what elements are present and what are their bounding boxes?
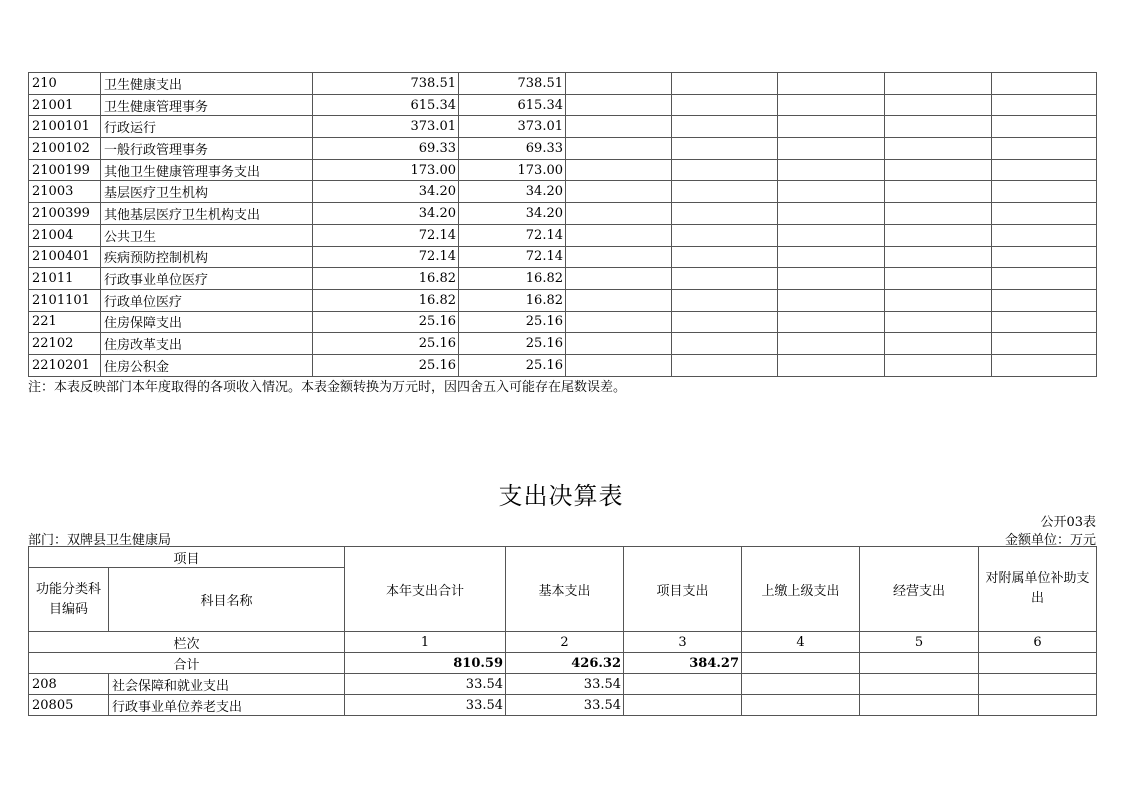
cell-empty [992,181,1097,203]
table-row [29,94,1097,116]
cell-empty [778,333,885,355]
cell-empty [672,203,778,225]
column-label: 栏次 [29,632,345,653]
table-row [29,289,1097,311]
cell-value: 69.33 [459,138,566,160]
cell-empty [672,333,778,355]
cell-empty [624,695,742,716]
cell-empty [672,181,778,203]
form-code: 公开03表 [1040,515,1096,530]
total-business [860,653,979,674]
cell-empty [566,268,672,290]
cell-empty [992,268,1097,290]
cell-empty [992,116,1097,138]
cell-empty [672,159,778,181]
cell-empty [992,224,1097,246]
cell-name: 住房保障支出 [101,311,313,333]
column-number: 3 [624,632,742,653]
cell-name: 公共卫生 [101,224,313,246]
cell-value: 25.16 [313,311,459,333]
cell-empty [992,159,1097,181]
cell-value: 738.51 [459,73,566,95]
cell-empty [742,695,860,716]
cell-empty [778,94,885,116]
cell-empty [672,268,778,290]
cell-empty [778,73,885,95]
cell-empty [778,181,885,203]
header-name: 科目名称 [109,568,345,632]
cell-empty [566,203,672,225]
cell-value: 25.16 [459,333,566,355]
cell-empty [624,674,742,695]
cell-value: 72.14 [313,246,459,268]
cell-empty [885,268,992,290]
cell-name: 行政运行 [101,116,313,138]
cell-name: 住房公积金 [101,354,313,376]
cell-empty [566,224,672,246]
income-table-continued [28,72,1097,377]
header-subsidy: 对附属单位补助支出 [979,547,1097,632]
expense-table-body [29,674,1097,716]
cell-code: 21011 [29,268,101,290]
cell-code: 2100399 [29,203,101,225]
header-project: 项目支出 [624,547,742,632]
cell-empty [566,246,672,268]
cell-value: 615.34 [313,94,459,116]
cell-code: 221 [29,311,101,333]
column-number-row [29,632,1097,653]
table-row [29,674,1097,695]
cell-value: 69.33 [313,138,459,160]
table-row [29,116,1097,138]
table-row [29,354,1097,376]
cell-empty [566,73,672,95]
cell-empty [672,116,778,138]
cell-empty [672,289,778,311]
cell-empty [778,116,885,138]
table-row [29,268,1097,290]
cell-empty [885,116,992,138]
cell-code: 2100102 [29,138,101,160]
cell-value: 72.14 [459,224,566,246]
cell-empty [992,203,1097,225]
table-note: 注：本表反映部门本年度取得的各项收入情况。本表金额转换为万元时，因四舍五入可能存在尾数误差。 [28,380,627,395]
cell-empty [672,311,778,333]
cell-value: 173.00 [459,159,566,181]
cell-value: 16.82 [313,289,459,311]
table-row [29,224,1097,246]
income-table-body [29,73,1097,377]
cell-name: 基层医疗卫生机构 [101,181,313,203]
table-row [29,333,1097,355]
cell-code: 21003 [29,181,101,203]
cell-value: 34.20 [459,203,566,225]
cell-empty [566,354,672,376]
header-total: 本年支出合计 [345,547,506,632]
cell-value: 34.20 [313,181,459,203]
cell-empty [778,246,885,268]
cell-empty [992,289,1097,311]
cell-name: 行政单位医疗 [101,289,313,311]
cell-code: 22102 [29,333,101,355]
total-label: 合计 [29,653,345,674]
cell-empty [742,674,860,695]
cell-empty [979,695,1097,716]
cell-value: 34.20 [459,181,566,203]
column-number: 5 [860,632,979,653]
cell-empty [992,354,1097,376]
cell-value: 738.51 [313,73,459,95]
cell-empty [566,333,672,355]
cell-value: 373.01 [313,116,459,138]
cell-empty [885,73,992,95]
cell-empty [778,311,885,333]
cell-empty [566,159,672,181]
cell-code: 21001 [29,94,101,116]
cell-empty [566,94,672,116]
cell-empty [885,203,992,225]
cell-empty [885,94,992,116]
cell-value: 25.16 [459,354,566,376]
cell-empty [860,674,979,695]
table-row [29,246,1097,268]
expense-table [28,546,1097,716]
table-row [29,181,1097,203]
column-number: 4 [742,632,860,653]
cell-name: 疾病预防控制机构 [101,246,313,268]
cell-empty [885,181,992,203]
cell-name: 住房改革支出 [101,333,313,355]
header-code: 功能分类科目编码 [29,568,109,632]
cell-empty [885,246,992,268]
cell-empty [672,94,778,116]
cell-empty [566,116,672,138]
cell-code: 21004 [29,224,101,246]
header-item: 项目 [29,547,345,568]
cell-empty [778,268,885,290]
table-row [29,203,1097,225]
page-title: 支出决算表 [498,482,624,510]
cell-empty [778,224,885,246]
cell-empty [885,333,992,355]
cell-name: 其他卫生健康管理事务支出 [101,159,313,181]
total-row [29,653,1097,674]
cell-empty [672,138,778,160]
cell-name: 一般行政管理事务 [101,138,313,160]
table-row [29,138,1097,160]
cell-empty [566,181,672,203]
cell-name: 社会保障和就业支出 [109,674,345,695]
cell-empty [885,224,992,246]
cell-value: 16.82 [459,289,566,311]
cell-empty [566,138,672,160]
cell-empty [979,674,1097,695]
cell-empty [778,138,885,160]
cell-empty [885,354,992,376]
cell-value: 173.00 [313,159,459,181]
cell-empty [672,354,778,376]
cell-value: 25.16 [313,354,459,376]
cell-empty [885,311,992,333]
header-business: 经营支出 [860,547,979,632]
cell-code: 2100101 [29,116,101,138]
cell-basic: 33.54 [506,674,624,695]
cell-empty [778,289,885,311]
header-upper: 上缴上级支出 [742,547,860,632]
table-row [29,159,1097,181]
table-row [29,73,1097,95]
total-basic: 426.32 [506,653,624,674]
cell-name: 行政事业单位医疗 [101,268,313,290]
cell-empty [778,159,885,181]
cell-value: 34.20 [313,203,459,225]
cell-code: 2210201 [29,354,101,376]
cell-empty [566,289,672,311]
column-number: 6 [979,632,1097,653]
cell-empty [992,73,1097,95]
cell-value: 16.82 [313,268,459,290]
cell-name: 卫生健康管理事务 [101,94,313,116]
cell-code: 2100401 [29,246,101,268]
cell-code: 208 [29,674,109,695]
column-number: 1 [345,632,506,653]
cell-empty [778,354,885,376]
cell-empty [992,333,1097,355]
cell-empty [992,246,1097,268]
cell-value: 615.34 [459,94,566,116]
cell-empty [885,159,992,181]
cell-empty [672,246,778,268]
cell-value: 16.82 [459,268,566,290]
cell-code: 2100199 [29,159,101,181]
cell-name: 其他基层医疗卫生机构支出 [101,203,313,225]
cell-value: 25.16 [459,311,566,333]
cell-code: 20805 [29,695,109,716]
cell-code: 210 [29,73,101,95]
column-number: 2 [506,632,624,653]
cell-total: 33.54 [345,695,506,716]
cell-name: 卫生健康支出 [101,73,313,95]
cell-code: 2101101 [29,289,101,311]
header-basic: 基本支出 [506,547,624,632]
total-project: 384.27 [624,653,742,674]
cell-empty [672,73,778,95]
cell-empty [992,311,1097,333]
table-row [29,695,1097,716]
cell-total: 33.54 [345,674,506,695]
cell-empty [860,695,979,716]
total-amount: 810.59 [345,653,506,674]
total-subsidy [979,653,1097,674]
cell-value: 373.01 [459,116,566,138]
amount-unit-label: 金额单位：万元 [1004,533,1096,548]
cell-empty [885,138,992,160]
cell-empty [672,224,778,246]
total-upper [742,653,860,674]
cell-name: 行政事业单位养老支出 [109,695,345,716]
cell-empty [566,311,672,333]
cell-value: 72.14 [313,224,459,246]
table-row [29,311,1097,333]
cell-empty [885,289,992,311]
cell-empty [778,203,885,225]
cell-value: 25.16 [313,333,459,355]
cell-value: 72.14 [459,246,566,268]
department-label: 部门：双牌县卫生健康局 [28,533,172,548]
cell-empty [992,94,1097,116]
cell-basic: 33.54 [506,695,624,716]
cell-empty [992,138,1097,160]
